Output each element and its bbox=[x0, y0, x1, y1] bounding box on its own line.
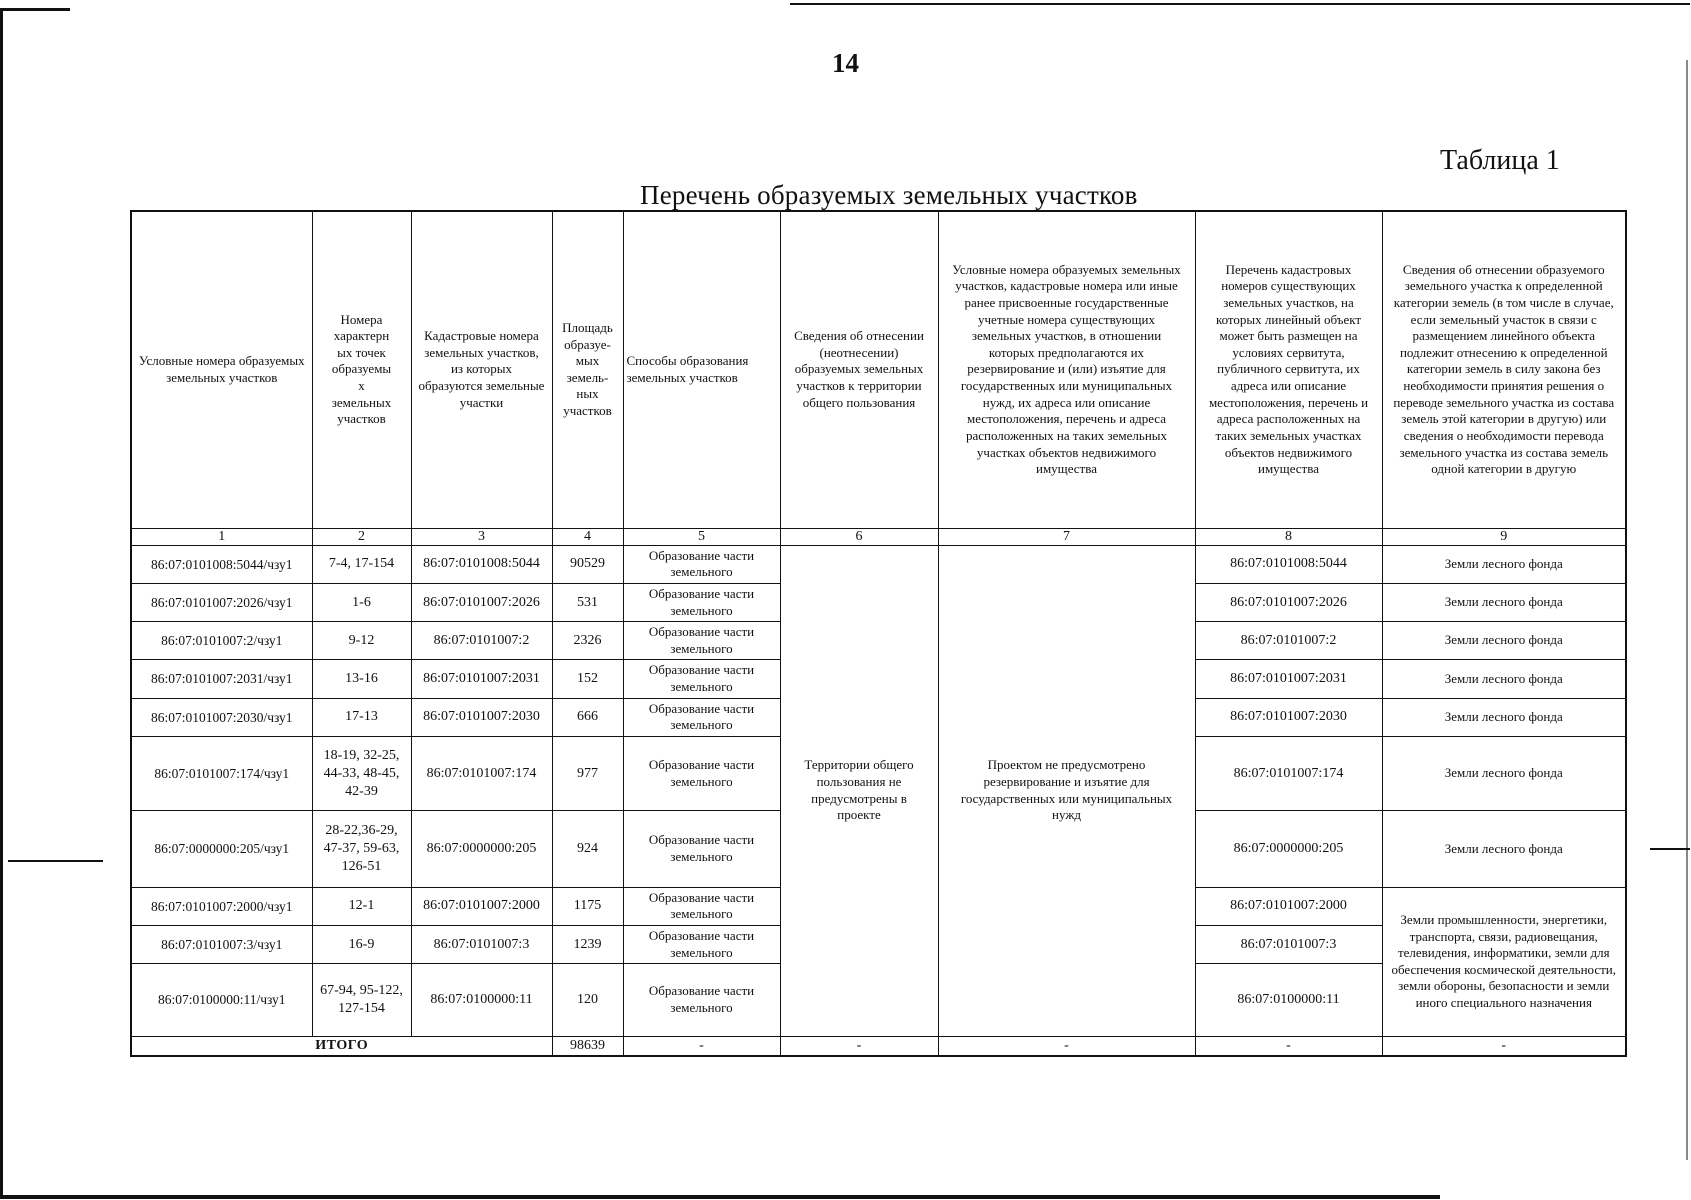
plot-area: 977 bbox=[552, 736, 623, 810]
plot-source: 86:07:0101008:5044 bbox=[411, 545, 552, 583]
servitude-number: 86:07:0101007:3 bbox=[1195, 926, 1382, 964]
plot-id: 86:07:0101007:2031/чзу1 bbox=[131, 660, 312, 698]
col-number: 6 bbox=[780, 528, 938, 545]
plot-points: 1-6 bbox=[312, 583, 411, 621]
plot-method: Образование части земельного bbox=[623, 887, 780, 925]
plot-area: 1175 bbox=[552, 887, 623, 925]
plot-area: 120 bbox=[552, 964, 623, 1036]
plot-source: 86:07:0101007:2030 bbox=[411, 698, 552, 736]
plot-points: 28-22,36-29, 47-37, 59-63, 126-51 bbox=[312, 811, 411, 887]
col-number: 9 bbox=[1382, 528, 1626, 545]
plot-source: 86:07:0101007:2 bbox=[411, 622, 552, 660]
total-dash: - bbox=[780, 1036, 938, 1056]
land-category: Земли лесного фонда bbox=[1382, 736, 1626, 810]
col-number: 5 bbox=[623, 528, 780, 545]
header-col-5: Способы образования земельных участков bbox=[623, 211, 780, 528]
public-territory-note: Территории общего пользования не предусмотрены в проекте bbox=[780, 545, 938, 1036]
col-number: 2 bbox=[312, 528, 411, 545]
total-dash: - bbox=[623, 1036, 780, 1056]
total-label: ИТОГО bbox=[131, 1036, 552, 1056]
plot-area: 924 bbox=[552, 811, 623, 887]
land-plots-table bbox=[130, 210, 1627, 1057]
table-title: Перечень образуемых земельных участков bbox=[640, 180, 1138, 210]
plot-id: 86:07:0101008:5044/чзу1 bbox=[131, 545, 312, 583]
servitude-number: 86:07:0101007:2 bbox=[1195, 622, 1382, 660]
header-col-4: Площадь образуе- мых земель- ных участков bbox=[552, 211, 623, 528]
scan-border-top-right bbox=[790, 3, 1690, 5]
plot-area: 666 bbox=[552, 698, 623, 736]
table-label: Таблица 1 bbox=[1440, 145, 1560, 176]
servitude-number: 86:07:0100000:11 bbox=[1195, 964, 1382, 1036]
plot-id: 86:07:0101007:174/чзу1 bbox=[131, 736, 312, 810]
column-number-row bbox=[131, 528, 1626, 545]
col-number: 8 bbox=[1195, 528, 1382, 545]
scan-border-left bbox=[0, 8, 3, 1198]
servitude-number: 86:07:0000000:205 bbox=[1195, 811, 1382, 887]
servitude-number: 86:07:0101007:174 bbox=[1195, 736, 1382, 810]
land-category: Земли лесного фонда bbox=[1382, 622, 1626, 660]
plot-id: 86:07:0000000:205/чзу1 bbox=[131, 811, 312, 887]
plot-area: 90529 bbox=[552, 545, 623, 583]
plot-points: 67-94, 95-122, 127-154 bbox=[312, 964, 411, 1036]
margin-mark-right bbox=[1650, 848, 1690, 850]
plot-area: 531 bbox=[552, 583, 623, 621]
servitude-number: 86:07:0101007:2030 bbox=[1195, 698, 1382, 736]
plot-method: Образование части земельного bbox=[623, 583, 780, 621]
plot-id: 86:07:0101007:3/чзу1 bbox=[131, 926, 312, 964]
scan-border-top bbox=[0, 8, 70, 11]
plot-source: 86:07:0100000:11 bbox=[411, 964, 552, 1036]
plot-id: 86:07:0101007:2/чзу1 bbox=[131, 622, 312, 660]
margin-mark-left bbox=[8, 860, 103, 862]
plot-method: Образование части земельного bbox=[623, 811, 780, 887]
plot-id: 86:07:0101007:2000/чзу1 bbox=[131, 887, 312, 925]
scan-border-bottom bbox=[0, 1195, 1440, 1199]
plot-method: Образование части земельного bbox=[623, 622, 780, 660]
total-dash: - bbox=[1382, 1036, 1626, 1056]
header-row bbox=[131, 211, 1626, 528]
header-col-7: Условные номера образуемых земельных участков, кадастровые номера или иные ранее присвоенные государственные учетные номера существующих земельных участков, в отношении которых предполагаются их резервирование и (или) изъятие для государственных или муниципальных нужд, их адреса или описание местоположения, перечень и адреса расположенных на таких земельных участках объектов недвижимого имущества bbox=[938, 211, 1195, 528]
plot-area: 152 bbox=[552, 660, 623, 698]
plot-source: 86:07:0101007:174 bbox=[411, 736, 552, 810]
table-row bbox=[131, 545, 1626, 583]
plot-source: 86:07:0101007:2026 bbox=[411, 583, 552, 621]
land-category: Земли лесного фонда bbox=[1382, 698, 1626, 736]
plot-source: 86:07:0101007:2000 bbox=[411, 887, 552, 925]
plot-source: 86:07:0101007:2031 bbox=[411, 660, 552, 698]
header-col-6: Сведения об отнесении (неотнесении) образуемых земельных участков к территории общего пользования bbox=[780, 211, 938, 528]
plot-points: 12-1 bbox=[312, 887, 411, 925]
header-col-2: Номера характерн ых точек образуемы х земельных участков bbox=[312, 211, 411, 528]
plot-area: 2326 bbox=[552, 622, 623, 660]
plot-points: 17-13 bbox=[312, 698, 411, 736]
plot-method: Образование части земельного bbox=[623, 736, 780, 810]
plot-method: Образование части земельного bbox=[623, 660, 780, 698]
plot-points: 16-9 bbox=[312, 926, 411, 964]
plot-id: 86:07:0100000:11/чзу1 bbox=[131, 964, 312, 1036]
col-number: 3 bbox=[411, 528, 552, 545]
scan-border-right bbox=[1686, 60, 1688, 1160]
plot-id: 86:07:0101007:2030/чзу1 bbox=[131, 698, 312, 736]
servitude-number: 86:07:0101007:2031 bbox=[1195, 660, 1382, 698]
plot-method: Образование части земельного bbox=[623, 964, 780, 1036]
col-number: 1 bbox=[131, 528, 312, 545]
land-category-special: Земли промышленности, энергетики, транспорта, связи, радиовещания, телевидения, информатики, земли для обеспечения космической деятельности, земли обороны, безопасности и земли иного специального назначения bbox=[1382, 887, 1626, 1036]
header-col-1: Условные номера образуемых земельных участков bbox=[131, 211, 312, 528]
plot-points: 18-19, 32-25, 44-33, 48-45, 42-39 bbox=[312, 736, 411, 810]
servitude-number: 86:07:0101007:2026 bbox=[1195, 583, 1382, 621]
plot-points: 13-16 bbox=[312, 660, 411, 698]
land-category: Земли лесного фонда bbox=[1382, 583, 1626, 621]
land-category: Земли лесного фонда bbox=[1382, 660, 1626, 698]
servitude-number: 86:07:0101007:2000 bbox=[1195, 887, 1382, 925]
plot-source: 86:07:0101007:3 bbox=[411, 926, 552, 964]
plot-area: 1239 bbox=[552, 926, 623, 964]
plot-method: Образование части земельного bbox=[623, 698, 780, 736]
col-number: 7 bbox=[938, 528, 1195, 545]
header-col-9: Сведения об отнесении образуемого земельного участка к определенной категории земель (в том числе в случае, если земельный участок в связи с размещением линейного объекта подлежит отнесению к определенной категории земель в силу закона без необходимости принятия решения о переводе земельного участка из состава земель этой категории в другую) или сведения о необходимости перевода земельного участка из состава земель одной категории в другую bbox=[1382, 211, 1626, 528]
plot-method: Образование части земельного bbox=[623, 545, 780, 583]
plot-id: 86:07:0101007:2026/чзу1 bbox=[131, 583, 312, 621]
land-category: Земли лесного фонда bbox=[1382, 545, 1626, 583]
reservation-note: Проектом не предусмотрено резервирование и изъятие для государственных или муниципальных нужд bbox=[938, 545, 1195, 1036]
plot-source: 86:07:0000000:205 bbox=[411, 811, 552, 887]
plot-points: 9-12 bbox=[312, 622, 411, 660]
servitude-number: 86:07:0101008:5044 bbox=[1195, 545, 1382, 583]
plot-points: 7-4, 17-154 bbox=[312, 545, 411, 583]
header-col-8: Перечень кадастровых номеров существующих земельных участков, на которых линейный объект может быть размещен на условиях сервитута, публичного сервитута, их адреса или описание местоположения, перечень и адреса расположенных на таких земельных участках объектов недвижимого имущества bbox=[1195, 211, 1382, 528]
col-number: 4 bbox=[552, 528, 623, 545]
total-row bbox=[131, 1036, 1626, 1056]
total-dash: - bbox=[938, 1036, 1195, 1056]
land-category: Земли лесного фонда bbox=[1382, 811, 1626, 887]
total-area: 98639 bbox=[552, 1036, 623, 1056]
header-col-3: Кадастровые номера земельных участков, из которых образуются земельные участки bbox=[411, 211, 552, 528]
page-number: 14 bbox=[832, 48, 859, 78]
plot-method: Образование части земельного bbox=[623, 926, 780, 964]
total-dash: - bbox=[1195, 1036, 1382, 1056]
